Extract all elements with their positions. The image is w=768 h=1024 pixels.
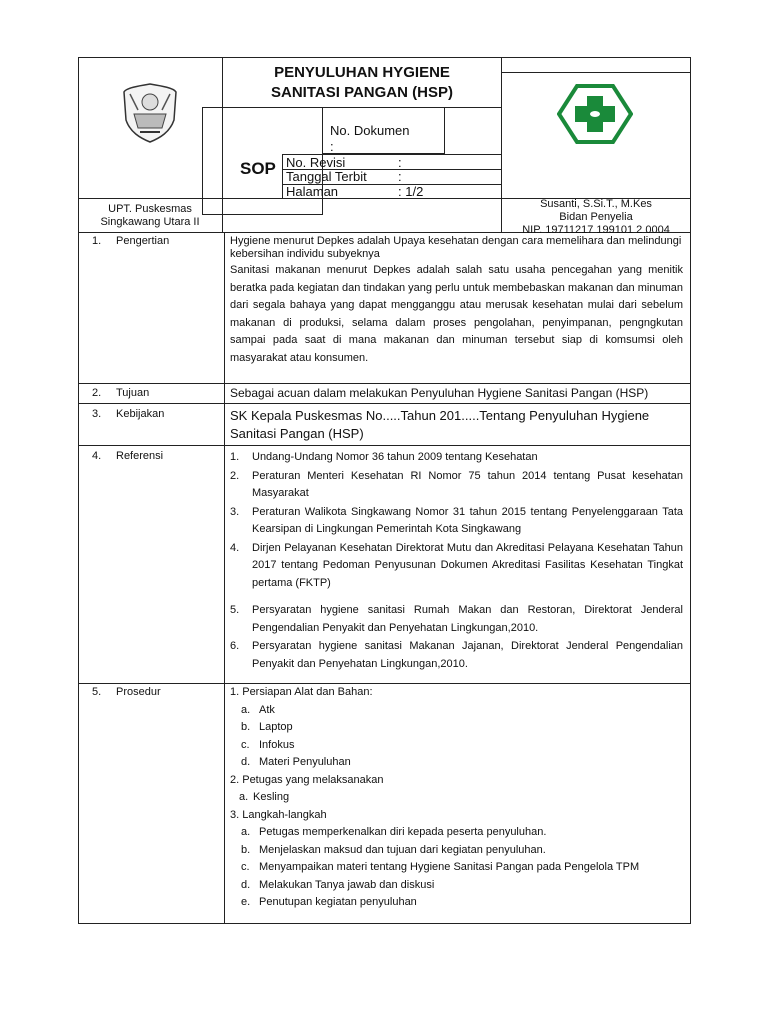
prosedur-subitem-num: a. <box>239 791 249 803</box>
prosedur-subitem-text: Penutupan kegiatan penyuluhan <box>259 896 417 908</box>
referensi-item-text: Persyaratan hygiene sanitasi Rumah Makan dan Restoran, Direktorat Jenderal Pengendalian Penyakit dan Penyehatan Lingkungan,2010. <box>252 604 683 634</box>
signer-nip: NIP. 19711217 199101 2 0004 <box>522 224 670 236</box>
halaman-value: : 1/2 <box>398 184 424 199</box>
referensi-item-num: 5. <box>230 604 240 616</box>
prosedur-subitem-text: Laptop <box>259 721 293 733</box>
referensi-item-num: 3. <box>230 505 240 518</box>
section-num-2: 2. <box>92 387 102 399</box>
prosedur-subitem-text: Melakukan Tanya jawab dan diskusi <box>259 878 435 891</box>
prosedur-subitem <box>230 894 683 912</box>
prosedur-subitem-num: d. <box>241 756 251 768</box>
title-line-1: PENYULUHAN HYGIENE <box>274 64 450 81</box>
prosedur-subitem <box>230 719 683 737</box>
referensi-item-num: 1. <box>230 451 240 463</box>
section-label-kebijakan: Kebijakan <box>116 408 165 420</box>
unit-line-1: UPT. Puskesmas <box>108 203 192 215</box>
section-label-referensi: Referensi <box>116 450 164 462</box>
prosedur-subitem-num: d. <box>241 878 251 891</box>
prosedur-subitem <box>230 842 683 860</box>
puskesmas-logo <box>557 84 633 144</box>
prosedur-subitem-text: Menjelaskan maksud dan tujuan dari kegiatan penyuluhan. <box>259 843 546 856</box>
prosedur-subitem <box>230 789 683 807</box>
prosedur-subitem-text: Infokus <box>259 738 295 751</box>
prosedur-subitem-text: Materi Penyuluhan <box>259 756 351 768</box>
section-label-pengertian: Pengertian <box>116 235 170 247</box>
referensi-item <box>230 602 683 637</box>
referensi-item <box>230 540 683 593</box>
sop-label: SOP <box>240 159 276 178</box>
prosedur-subitem-num: e. <box>241 896 251 908</box>
prosedur-subitem <box>230 824 683 842</box>
pengertian-p1: Hygiene menurut Depkes adalah Upaya kesehatan dengan cara memelihara dan melindungi kebersihan individu subyeknya <box>230 235 682 260</box>
prosedur-list <box>230 684 683 912</box>
referensi-item-text: Peraturan Walikota Singkawang Nomor 31 tahun 2015 tentang Penyelenggaraan Tata Kearsipan di Lingkungan Pemerintah Kota Singkawang <box>252 505 683 535</box>
referensi-item <box>230 449 683 467</box>
signer-name: Susanti, S.Si.T., M.Kes <box>540 198 652 210</box>
prosedur-subitem-num: c. <box>241 738 250 751</box>
referensi-item <box>230 468 683 503</box>
referensi-item <box>230 638 683 673</box>
prosedur-subitem-text: Menyampaikan materi tentang Hygiene Sanitasi Pangan pada Pengelola TPM <box>259 861 640 873</box>
section-label-prosedur: Prosedur <box>116 686 161 698</box>
section-num-4: 4. <box>92 450 102 462</box>
prosedur-subitem <box>230 877 683 895</box>
referensi-item-num: 2. <box>230 469 240 482</box>
prosedur-step-2: 2. Petugas yang melaksanakan <box>230 773 384 786</box>
referensi-item-num: 4. <box>230 541 240 554</box>
referensi-item <box>230 504 683 539</box>
prosedur-subitem-num: b. <box>241 843 251 856</box>
kebijakan-text: SK Kepala Puskesmas No.....Tahun 201.....Tentang Penyuluhan Hygiene Sanitasi Pangan (HSP) <box>230 408 650 441</box>
tanggal-terbit-colon: : <box>398 169 402 184</box>
no-dokumen-label: No. Dokumen <box>330 123 410 138</box>
unit-name <box>80 203 220 229</box>
unit-line-2: Singkawang Utara II <box>100 216 200 228</box>
prosedur-subitem <box>230 754 683 772</box>
halaman-label: Halaman <box>286 184 339 199</box>
section-num-3: 3. <box>92 408 102 420</box>
referensi-item-text: Peraturan Menteri Kesehatan RI Nomor 75 tahun 2014 tentang Pusat kesehatan Masyarakat <box>252 469 683 499</box>
page-title <box>222 63 502 103</box>
prosedur-step-3: 3. Langkah-langkah <box>230 808 327 821</box>
prosedur-subitem-num: a. <box>241 826 251 838</box>
prosedur-subitem <box>230 702 683 720</box>
tujuan-text: Sebagai acuan dalam melakukan Penyuluhan Hygiene Sanitasi Pangan (HSP) <box>230 386 649 400</box>
tanggal-terbit-label: Tanggal Terbit <box>286 169 367 184</box>
prosedur-subitem-text: Kesling <box>253 791 290 803</box>
section-num-5: 5. <box>92 686 102 698</box>
referensi-list <box>230 449 683 673</box>
signer-role: Bidan Penyelia <box>559 211 633 223</box>
no-revisi-colon: : <box>398 155 402 170</box>
prosedur-subitem-num: a. <box>241 703 251 716</box>
referensi-item-text: Dirjen Pelayanan Kesehatan Direktorat Mutu dan Akreditasi Pelayana Kesehatan Tahun 2017 tentang Pedoman Penyusunan Dokumen Akreditasi Fasilitas Kesehatan Tingkat pertama (FKTP) <box>252 541 683 589</box>
section-label-tujuan: Tujuan <box>116 387 150 399</box>
prosedur-subitem-num: c. <box>241 861 250 873</box>
emblem-logo <box>118 80 182 144</box>
signer-block <box>503 198 689 237</box>
section-num-1: 1. <box>92 235 102 247</box>
prosedur-subitem-num: b. <box>241 721 251 733</box>
referensi-item-text: Persyaratan hygiene sanitasi Makanan Jajanan, Direktorat Jenderal Pengendalian Penyakit dan Penyehatan Lingkungan,2010. <box>252 640 683 670</box>
prosedur-subitem <box>230 859 683 877</box>
prosedur-step-1: 1. Persiapan Alat dan Bahan: <box>230 686 373 698</box>
title-line-2: SANITASI PANGAN (HSP) <box>271 84 453 101</box>
prosedur-subitem-text: Petugas memperkenalkan diri kepada peserta penyuluhan. <box>259 826 547 838</box>
pengertian-p2: Sanitasi makanan menurut Depkes adalah salah satu usaha pencegahan yang menitik beratka pada kegiatan dan tindakan yang perlu untuk membebaskan makanan dan minuman dari segala bahaya yang dapat mengganggu atau merusak kesehatan mulai dari sebelum makanan di produksi, selama dalam proses pengolahan, penyimpanan, pengngkutan sampai pada saat di mana makanan dan minuman tersebut siap di komsumsi oleh masyarakat atau konsumen. <box>230 264 683 364</box>
referensi-item-num: 6. <box>230 640 240 652</box>
referensi-item-text: Undang-Undang Nomor 36 tahun 2009 tentang Kesehatan <box>252 451 538 463</box>
no-revisi-label: No. Revisi <box>286 155 346 170</box>
prosedur-subitem <box>230 737 683 755</box>
no-dokumen-colon: : <box>330 139 334 154</box>
prosedur-subitem-text: Atk <box>259 703 275 716</box>
